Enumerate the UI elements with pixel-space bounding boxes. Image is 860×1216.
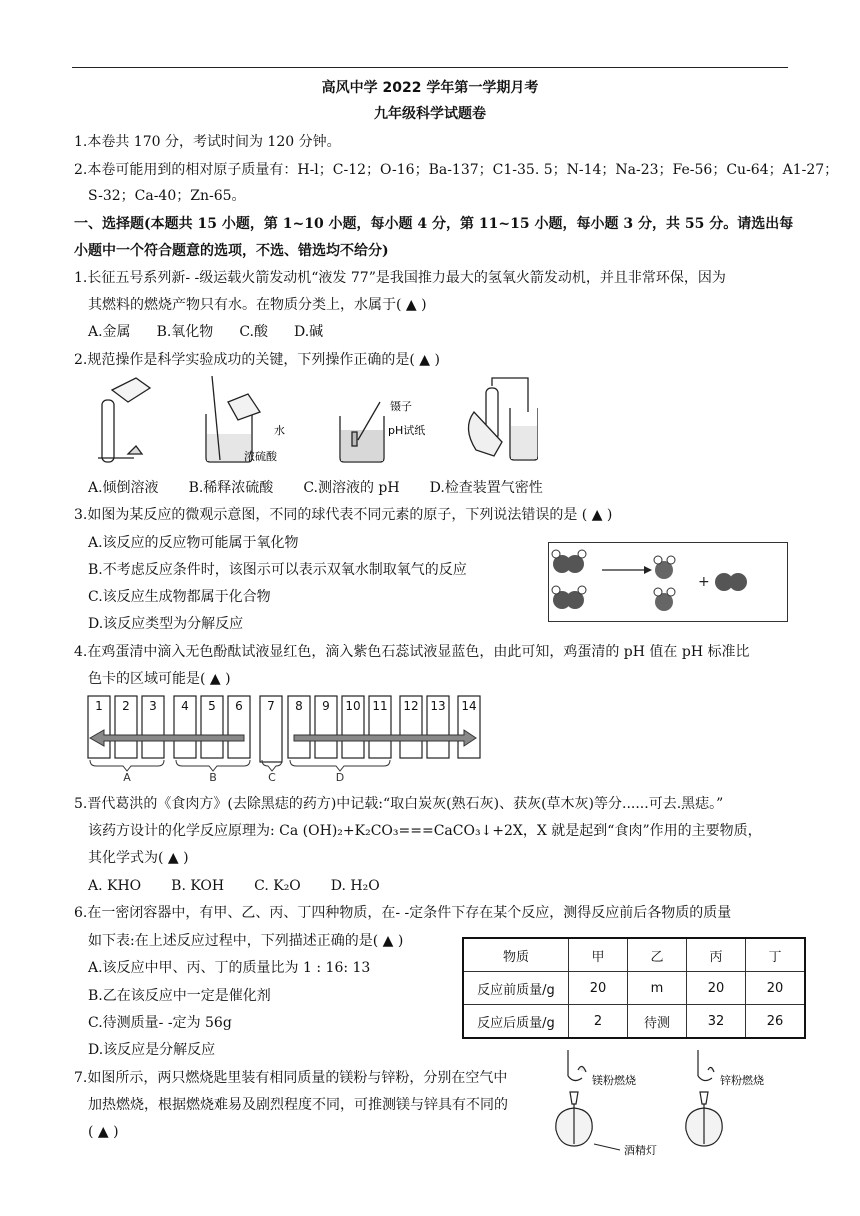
q4-stem-line1: 4.在鸡蛋清中滴入无色酚酞试液显红色，滴入紫色石蕊试液显蓝色，由此可知，鸡蛋清的 pH 值在 pH 标准比 xyxy=(74,644,750,660)
exam-subtitle: 九年级科学试题卷 xyxy=(374,106,486,122)
product-water-molecule-2 xyxy=(654,588,675,611)
q6-stem-line1: 6.在一密闭容器中，有甲、乙、丙、丁四种物质，在- -定条件下存在某个反应，测得反应前后各物质的质量 xyxy=(74,905,732,921)
q1-stem-line1: 1.长征五号系列新- -级运载火箭发动机“液发 77”是我国推力最大的氢氧火箭发动机，并且非常环保，因为 xyxy=(74,270,726,286)
q1-options xyxy=(88,322,349,342)
ph-test-beaker-icon xyxy=(340,402,384,462)
table-header-cell: 物质 xyxy=(463,938,569,972)
q2-option-d: D.检查装置气密性 xyxy=(429,480,543,496)
q7-stem-line3: ( ▲ ) xyxy=(88,1124,119,1140)
header-rule xyxy=(72,67,788,68)
ph-scale-number: 2 xyxy=(122,699,130,713)
ph-scale-number: 14 xyxy=(461,699,477,713)
section-heading-line1: 一、选择题(本题共 15 小题，第 1~10 小题，每小题 4 分，第 11~15 小题，每小题 3 分，共 55 分。请选出每 xyxy=(74,216,794,232)
q3-option-a: A.该反应的反应物可能属于氧化物 xyxy=(88,535,299,551)
ph-scale-number: 4 xyxy=(181,699,189,713)
q3-option-d: D.该反应类型为分解反应 xyxy=(88,616,244,632)
q5-stem-line2: 该药方设计的化学反应原理为: Ca (OH)₂+K₂CO₃===CaCO₃↓+2X，X 就是起到“食肉”作用的主要物质， xyxy=(88,823,762,839)
table-row xyxy=(463,1005,805,1039)
q5-option-c: C. K₂O xyxy=(254,878,301,894)
q7-combustion-illustration xyxy=(548,1048,780,1166)
region-label: A xyxy=(123,771,131,782)
q6-option-d: D.该反应是分解反应 xyxy=(88,1042,216,1058)
table-header-cell: 丁 xyxy=(746,938,806,972)
ph-color-chart xyxy=(84,692,486,782)
q2-lab-operations-illustration xyxy=(88,372,538,468)
label-alcohol-lamp: 酒精灯 xyxy=(624,1144,657,1157)
q2-options xyxy=(88,478,569,498)
label-magnesium-burning: 镁粉燃烧 xyxy=(592,1074,636,1087)
q5-option-a: A. KHO xyxy=(88,878,142,894)
region-brace xyxy=(176,760,250,771)
magnesium-combustion-setup-icon xyxy=(556,1050,592,1146)
q2-option-c: C.测溶液的 pH xyxy=(303,480,400,496)
pouring-test-tube-icon xyxy=(98,378,150,462)
region-brace xyxy=(90,760,164,771)
ph-scale-number: 8 xyxy=(295,699,303,713)
table-cell: 待测 xyxy=(628,1005,687,1039)
q5-stem-line3: 其化学式为( ▲ ) xyxy=(88,850,189,866)
plus-sign: + xyxy=(698,574,710,590)
table-cell: m xyxy=(628,972,687,1005)
exam-title: 高风中学 2022 学年第一学期月考 xyxy=(321,80,539,96)
table-row xyxy=(463,972,805,1005)
table-header-cell: 丙 xyxy=(687,938,746,972)
ph-scale-number: 11 xyxy=(372,699,388,713)
table-cell: 20 xyxy=(746,972,806,1005)
q6-option-b: B.乙在该反应中一定是催化剂 xyxy=(88,988,271,1004)
q6-stem-line2: 如下表:在上述反应过程中，下列描述正确的是( ▲ ) xyxy=(88,933,404,949)
ph-scale-number: 6 xyxy=(235,699,243,713)
q1-option-d: D.碱 xyxy=(293,324,324,340)
label-ph-paper: pH试纸 xyxy=(388,424,426,437)
table-cell: 20 xyxy=(687,972,746,1005)
q7-stem-line2: 加热燃烧，根据燃烧难易及剧烈程度不同，可推测镁与锌具有不同的 xyxy=(88,1097,508,1113)
product-oxygen-molecule xyxy=(715,573,747,591)
ph-scale-number: 7 xyxy=(267,699,275,713)
ph-scale-number: 13 xyxy=(430,699,446,713)
reactant-molecule-2 xyxy=(552,586,586,609)
table-cell: 26 xyxy=(746,1005,806,1039)
q3-reaction-diagram xyxy=(548,542,788,622)
table-header-row xyxy=(463,938,805,972)
ph-scale-number: 9 xyxy=(322,699,330,713)
reactant-molecule-1 xyxy=(552,550,586,573)
table-cell: 2 xyxy=(569,1005,628,1039)
q3-option-b: B.不考虑反应条件时，该图示可以表示双氧水制取氧气的反应 xyxy=(88,562,467,578)
q5-stem-line1: 5.晋代葛洪的《食肉方》(去除黑痣的药方)中记载:“取白炭灰(熟石灰)、获灰(草木灰)等分......可去.黑痣。” xyxy=(74,796,724,812)
region-label: D xyxy=(335,771,345,782)
table-cell: 反应前质量/g xyxy=(463,972,569,1005)
q5-option-b: B. KOH xyxy=(171,878,225,894)
section-heading-line2: 小题中一个符合题意的选项，不选、错选均不给分) xyxy=(74,243,389,259)
q1-stem-line2: 其燃料的燃烧产物只有水。在物质分类上，水属于( ▲ ) xyxy=(88,297,427,313)
note-2-cont: S-32；Ca-40；Zn-65。 xyxy=(88,188,246,204)
q5-options xyxy=(88,876,406,896)
table-header-cell: 乙 xyxy=(628,938,687,972)
ph-scale-number: 12 xyxy=(403,699,419,713)
q4-stem-line2: 色卡的区域可能是( ▲ ) xyxy=(88,671,231,687)
q2-option-a: A.倾倒溶液 xyxy=(88,480,159,496)
ph-scale-number: 1 xyxy=(95,699,103,713)
q2-option-b: B.稀释浓硫酸 xyxy=(188,480,274,496)
q3-option-c: C.该反应生成物都属于化合物 xyxy=(88,589,271,605)
region-brace xyxy=(290,760,390,771)
table-cell: 32 xyxy=(687,1005,746,1039)
label-zinc-burning: 锌粉燃烧 xyxy=(720,1074,764,1087)
q5-option-d: D. H₂O xyxy=(330,878,380,894)
q3-stem: 3.如图为某反应的微观示意图，不同的球代表不同元素的原子，下列说法错误的是 ( ▲ ) xyxy=(74,507,613,523)
q7-stem-line1: 7.如图所示，两只燃烧匙里装有相同质量的镁粉与锌粉，分别在空气中 xyxy=(74,1070,508,1086)
q6-option-a: A.该反应中甲、丙、丁的质量比为 1 : 16: 13 xyxy=(88,960,371,976)
table-cell: 20 xyxy=(569,972,628,1005)
table-cell: 反应后质量/g xyxy=(463,1005,569,1039)
q1-option-c: C.酸 xyxy=(239,324,268,340)
q1-option-a: A.金属 xyxy=(88,324,131,340)
region-label: C xyxy=(268,771,276,782)
q2-stem: 2.规范操作是科学实验成功的关键，下列操作正确的是( ▲ ) xyxy=(74,352,440,368)
airtightness-check-icon xyxy=(468,378,538,460)
q1-option-b: B.氧化物 xyxy=(156,324,214,340)
q6-option-c: C.待测质量- -定为 56g xyxy=(88,1015,232,1031)
ph-scale-number: 5 xyxy=(208,699,216,713)
q6-mass-table xyxy=(462,937,806,1039)
note-1: 1.本卷共 170 分，考试时间为 120 分钟。 xyxy=(74,134,341,150)
note-2: 2.本卷可能用到的相对原子质量有：H-l；C-12；O-16；Ba-137；C1-35. 5；N-14；Na-23；Fe-56；Cu-64；A1-27； xyxy=(74,162,839,178)
label-tweezers: 镊子 xyxy=(390,400,412,413)
label-water: 水 xyxy=(274,424,285,437)
region-label: B xyxy=(209,771,217,782)
table-header-cell: 甲 xyxy=(569,938,628,972)
ph-scale-number: 3 xyxy=(149,699,157,713)
ph-scale-number: 10 xyxy=(345,699,361,713)
zinc-combustion-setup-icon xyxy=(686,1050,722,1146)
label-concentrated-acid: 浓硫酸 xyxy=(244,450,277,463)
product-water-molecule-1 xyxy=(654,556,675,579)
